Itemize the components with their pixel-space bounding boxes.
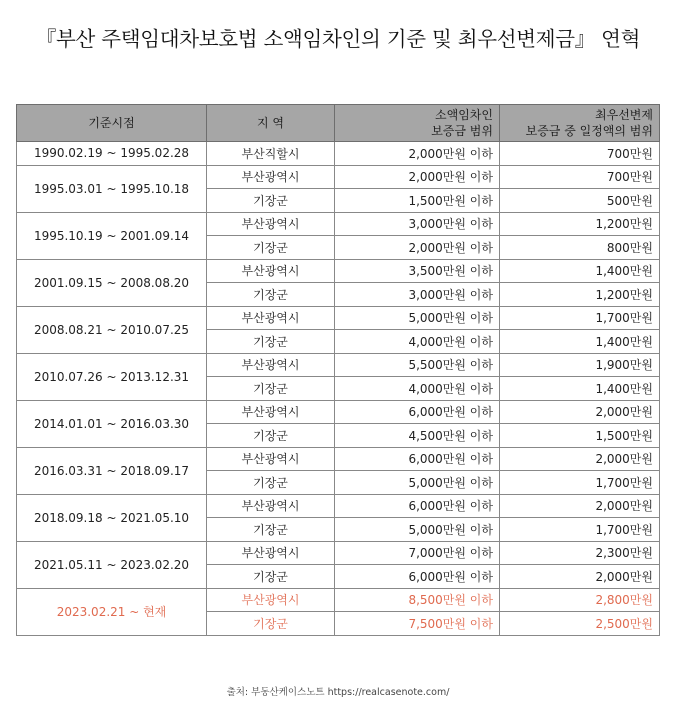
region-cell: 기장군 [207, 471, 335, 495]
header-amount-line2: 보증금 중 일정액의 범위 [525, 124, 653, 138]
header-amount-line1: 최우선변제 [595, 108, 653, 122]
deposit-cell: 3,000만원 이하 [335, 283, 500, 307]
amount-cell: 2,800만원 [500, 588, 660, 612]
period-cell: 2018.09.18 ~ 2021.05.10 [17, 494, 207, 541]
header-deposit-line1: 소액임차인 [435, 108, 493, 122]
region-cell: 부산광역시 [207, 400, 335, 424]
amount-cell: 1,700만원 [500, 518, 660, 542]
deposit-cell: 6,000만원 이하 [335, 565, 500, 589]
amount-cell: 2,300만원 [500, 541, 660, 565]
deposit-cell: 8,500만원 이하 [335, 588, 500, 612]
region-cell: 기장군 [207, 236, 335, 260]
amount-cell: 1,400만원 [500, 377, 660, 401]
amount-cell: 2,000만원 [500, 400, 660, 424]
amount-cell: 2,000만원 [500, 565, 660, 589]
deposit-cell: 5,500만원 이하 [335, 353, 500, 377]
table-row [17, 400, 660, 424]
table-row [17, 494, 660, 518]
period-cell: 1990.02.19 ~ 1995.02.28 [17, 142, 207, 166]
table-row [17, 165, 660, 189]
amount-cell: 1,400만원 [500, 259, 660, 283]
deposit-cell: 6,000만원 이하 [335, 447, 500, 471]
amount-cell: 2,000만원 [500, 494, 660, 518]
table-body [17, 142, 660, 636]
region-cell: 부산직할시 [207, 142, 335, 166]
amount-cell: 700만원 [500, 142, 660, 166]
deposit-cell: 2,000만원 이하 [335, 236, 500, 260]
region-cell: 기장군 [207, 612, 335, 636]
period-cell: 2008.08.21 ~ 2010.07.25 [17, 306, 207, 353]
amount-cell: 1,200만원 [500, 212, 660, 236]
table-row [17, 447, 660, 471]
region-cell: 기장군 [207, 424, 335, 448]
deposit-cell: 5,000만원 이하 [335, 471, 500, 495]
amount-cell: 500만원 [500, 189, 660, 213]
deposit-cell: 5,000만원 이하 [335, 518, 500, 542]
region-cell: 기장군 [207, 377, 335, 401]
region-cell: 기장군 [207, 518, 335, 542]
deposit-cell: 7,500만원 이하 [335, 612, 500, 636]
deposit-cell: 5,000만원 이하 [335, 306, 500, 330]
amount-cell: 2,000만원 [500, 447, 660, 471]
table-row [17, 259, 660, 283]
table-row [17, 142, 660, 166]
amount-cell: 2,500만원 [500, 612, 660, 636]
period-cell: 2021.05.11 ~ 2023.02.20 [17, 541, 207, 588]
table-row [17, 541, 660, 565]
table-row [17, 306, 660, 330]
deposit-cell: 4,500만원 이하 [335, 424, 500, 448]
region-cell: 부산광역시 [207, 588, 335, 612]
tenant-history-table [16, 104, 660, 636]
region-cell: 기장군 [207, 283, 335, 307]
region-cell: 부산광역시 [207, 541, 335, 565]
deposit-cell: 2,000만원 이하 [335, 165, 500, 189]
amount-cell: 1,400만원 [500, 330, 660, 354]
amount-cell: 700만원 [500, 165, 660, 189]
amount-cell: 1,500만원 [500, 424, 660, 448]
deposit-cell: 3,000만원 이하 [335, 212, 500, 236]
region-cell: 부산광역시 [207, 353, 335, 377]
region-cell: 부산광역시 [207, 447, 335, 471]
region-cell: 부산광역시 [207, 165, 335, 189]
period-cell: 2016.03.31 ~ 2018.09.17 [17, 447, 207, 494]
deposit-cell: 3,500만원 이하 [335, 259, 500, 283]
table-row [17, 212, 660, 236]
amount-cell: 1,200만원 [500, 283, 660, 307]
deposit-cell: 4,000만원 이하 [335, 377, 500, 401]
deposit-cell: 6,000만원 이하 [335, 494, 500, 518]
amount-cell: 800만원 [500, 236, 660, 260]
region-cell: 부산광역시 [207, 259, 335, 283]
period-cell: 2001.09.15 ~ 2008.08.20 [17, 259, 207, 306]
amount-cell: 1,900만원 [500, 353, 660, 377]
period-cell: 2014.01.01 ~ 2016.03.30 [17, 400, 207, 447]
page-title: 『부산 주택임대차보호법 소액임차인의 기준 및 최우선변제금』 연혁 [35, 27, 641, 51]
source-note: 출처: 부동산케이스노트 https://realcasenote.com/ [226, 687, 450, 698]
header-region: 지 역 [207, 105, 335, 142]
period-cell: 1995.03.01 ~ 1995.10.18 [17, 165, 207, 212]
amount-cell: 1,700만원 [500, 471, 660, 495]
period-cell: 2023.02.21 ~ 현재 [17, 588, 207, 635]
header-deposit-line2: 보증금 범위 [431, 124, 493, 138]
region-cell: 부산광역시 [207, 306, 335, 330]
deposit-cell: 2,000만원 이하 [335, 142, 500, 166]
table-row [17, 588, 660, 612]
header-period: 기준시점 [17, 105, 207, 142]
deposit-cell: 1,500만원 이하 [335, 189, 500, 213]
period-cell: 2010.07.26 ~ 2013.12.31 [17, 353, 207, 400]
table-row [17, 353, 660, 377]
region-cell: 부산광역시 [207, 212, 335, 236]
table-header-row [17, 105, 660, 142]
amount-cell: 1,700만원 [500, 306, 660, 330]
deposit-cell: 6,000만원 이하 [335, 400, 500, 424]
region-cell: 기장군 [207, 189, 335, 213]
deposit-cell: 4,000만원 이하 [335, 330, 500, 354]
region-cell: 기장군 [207, 565, 335, 589]
period-cell: 1995.10.19 ~ 2001.09.14 [17, 212, 207, 259]
header-amount [500, 105, 660, 142]
deposit-cell: 7,000만원 이하 [335, 541, 500, 565]
region-cell: 기장군 [207, 330, 335, 354]
region-cell: 부산광역시 [207, 494, 335, 518]
header-deposit [335, 105, 500, 142]
